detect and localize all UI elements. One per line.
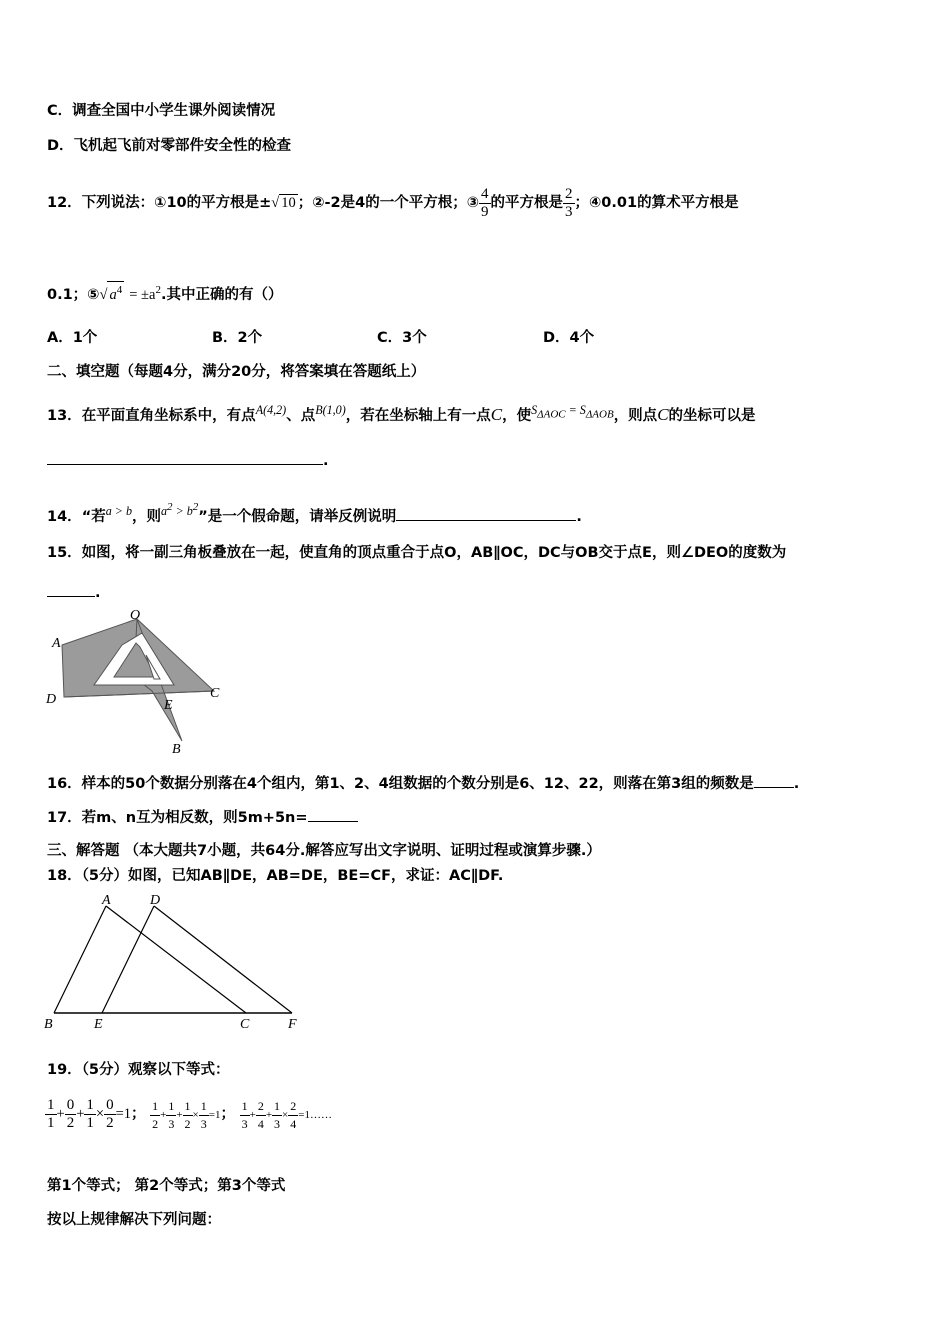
- section-2-heading: 二、填空题（每题4分，满分20分，将答案填在答题纸上）: [47, 364, 426, 380]
- q18-line: 18．（5分）如图，已知AB∥DE，AB=DE，BE=CF，求证：AC∥DF.: [47, 868, 504, 884]
- segment-ab: [54, 906, 106, 1013]
- q13-answer-line: .: [47, 450, 329, 471]
- q12-option-a: A．1个: [47, 330, 98, 346]
- label-c: C: [210, 686, 220, 701]
- q15-answer-line: .: [47, 582, 101, 603]
- condition-a2-gt-b2: a2 > b2: [161, 501, 199, 519]
- q13-line1: 13．在平面直角坐标系中，有点$^{A(4,2)}$、点$^{B(1,0)}$，若在坐标轴上有一点C，使$^{S_{\Delta AOC} = S_{\Delta AOB}}$，则点C的坐标可以是: [47, 403, 756, 424]
- condition-a-gt-b: a > b: [105, 504, 132, 519]
- label-a: A: [52, 636, 61, 651]
- segment-de: [102, 906, 154, 1013]
- q14-line: 14．“若$^{a > b}$，则$^{a^2 > b^2}$”是一个假命题，请举反例说明 .: [47, 501, 582, 525]
- q12-text-4: ；④0.01的算术平方根是: [574, 195, 739, 211]
- sqrt-10: √ 10: [271, 195, 296, 211]
- q11-option-d: D．飞机起飞前对零部件安全性的检查: [47, 138, 292, 154]
- q19-line: 19．（5分）观察以下等式：: [47, 1062, 230, 1078]
- q12-text-1: 下列说法：①10的平方根是±: [81, 195, 272, 211]
- fraction-4-9: $\frac{4}{9}$: [481, 185, 489, 220]
- q16-line: 16．样本的50个数据分别落在4个组内，第1、2、4组数据的个数分别是6、12、22，则落在第3组的频数是 .: [47, 773, 799, 794]
- answer-blank[interactable]: [396, 506, 576, 521]
- q12-text-3: 的平方根是: [490, 195, 564, 211]
- label-a: A: [102, 893, 111, 908]
- label-d: D: [150, 893, 161, 908]
- q19-equations: $\frac{1}{1}$ + $\frac{0}{2}$ + $\frac{1}{1}$ × $\frac{0}{2}$ =1； $\frac{1}{2}$ + $\frac{1}{3}$ + $\frac{1}{2}$ × $\frac{1}{3}$ =1； $\frac{1}{3}$ + $\frac{2}{4}$ + $\frac{1}{3}$ × $\frac{2}{4}$ =1……: [47, 1096, 332, 1131]
- equation-3: $\frac{1}{3}$ + $\frac{2}{4}$ + $\frac{1}{3}$ × $\frac{2}{4}$ =1……: [241, 1098, 332, 1131]
- q12-number: 12．: [47, 195, 82, 211]
- q17-line: 17．若m、n互为相反数，则5m+5n=: [47, 807, 358, 828]
- q18-triangle-figure: [40, 892, 310, 1032]
- point-a: A(4,2): [255, 403, 287, 417]
- label-b: B: [172, 742, 181, 757]
- label-c: C: [240, 1017, 250, 1032]
- q12-line2: [47, 280, 282, 305]
- point-c: C: [490, 404, 503, 424]
- answer-blank[interactable]: [754, 773, 794, 788]
- area-equation: SΔAOC = SΔAOB: [531, 403, 614, 421]
- q12-option-d: D．4个: [543, 330, 595, 346]
- q15-line: 15．如图，将一副三角板叠放在一起，使直角的顶点重合于点O，AB∥OC，DC与OB交于点E，则∠DEO的度数为: [47, 545, 787, 561]
- equation-2: $\frac{1}{2}$ + $\frac{1}{3}$ + $\frac{1}{2}$ × $\frac{1}{3}$ =1: [152, 1098, 221, 1131]
- answer-blank[interactable]: [47, 582, 95, 597]
- q12-text-2: ；②-2是4的一个平方根；③: [297, 195, 480, 211]
- q19-equation-labels: 第1个等式； 第2个等式；第3个等式: [47, 1178, 286, 1194]
- label-f: F: [288, 1017, 297, 1032]
- q12-option-b: B．2个: [212, 330, 263, 346]
- answer-blank[interactable]: [308, 807, 358, 822]
- label-e: E: [94, 1017, 103, 1032]
- q12-text-5: 0.1；⑤: [47, 286, 100, 303]
- q12-line1: [47, 173, 739, 233]
- q15-triangle-figure: [44, 605, 234, 757]
- label-o: O: [130, 608, 141, 623]
- q12-text-6: .其中正确的有（）: [160, 286, 283, 303]
- q11-option-c: C．调查全国中小学生课外阅读情况: [47, 103, 276, 119]
- equation-1: $\frac{1}{1}$ + $\frac{0}{2}$ + $\frac{1}{1}$ × $\frac{0}{2}$ =1: [47, 1096, 131, 1131]
- q12-option-c: C．3个: [377, 330, 427, 346]
- label-e: E: [164, 698, 173, 713]
- point-b: B(1,0): [315, 403, 346, 417]
- pm-a-squared: = $\pm a^2$: [129, 284, 161, 303]
- sqrt-a4: √ $a^4$: [99, 287, 124, 303]
- answer-blank[interactable]: [47, 450, 323, 465]
- segment-ac: [106, 906, 246, 1013]
- q19-task: 按以上规律解决下列问题：: [47, 1212, 221, 1228]
- segment-df: [154, 906, 292, 1013]
- label-d: D: [46, 692, 57, 707]
- section-3-heading: 三、解答题 （本大题共7小题，共64分.解答应写出文字说明、证明过程或演算步骤.）: [47, 843, 601, 859]
- fraction-2-3: $\frac{2}{3}$: [565, 185, 573, 220]
- label-b: B: [44, 1017, 53, 1032]
